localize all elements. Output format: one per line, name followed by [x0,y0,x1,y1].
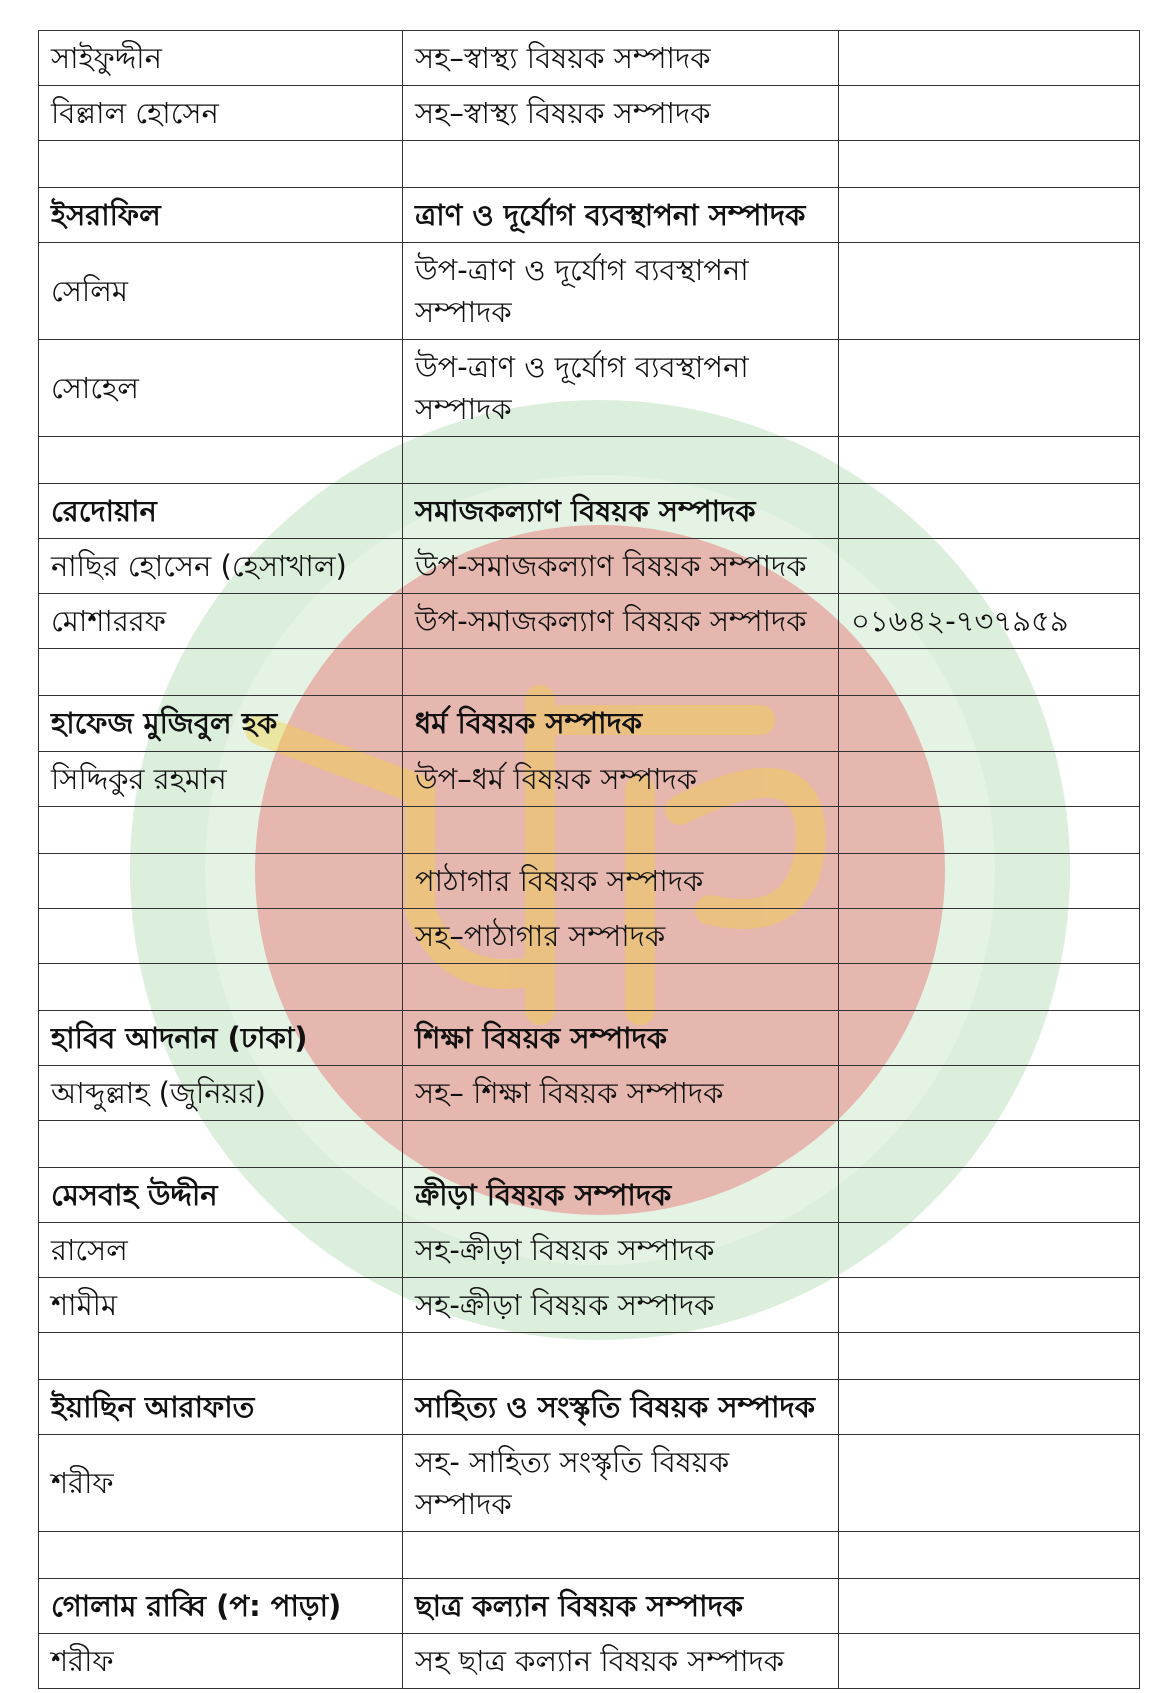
committee-roster-table [38,30,1140,1689]
member-phone [839,853,1140,908]
member-post: পাঠাগার বিষয়ক সম্পাদক [403,853,839,908]
member-post: সহ-ক্রীড়া বিষয়ক সম্পাদক [403,1277,839,1332]
member-post: সহ–স্বাস্থ্য বিষয়ক সম্পাদক [403,31,839,86]
member-post: সহ–পাঠাগার সম্পাদক [403,908,839,963]
member-phone [839,1579,1140,1634]
member-phone [839,86,1140,141]
member-name: বিল্লাল হোসেন [39,86,403,141]
member-post: সহ– শিক্ষা বিষয়ক সম্পাদক [403,1065,839,1120]
spacer-row [39,1532,1140,1579]
member-row [39,484,1140,539]
member-name: নাছির হোসেন (হেসাখাল) [39,539,403,594]
empty-cell [839,437,1140,484]
member-row [39,243,1140,340]
member-row [39,539,1140,594]
member-phone [839,908,1140,963]
member-post: সহ ছাত্র কল্যান বিষয়ক সম্পাদক [403,1634,839,1689]
member-name: সেলিম [39,243,403,340]
empty-cell [839,141,1140,188]
member-phone [839,31,1140,86]
member-post: সহ-ক্রীড়া বিষয়ক সম্পাদক [403,1222,839,1277]
empty-cell [403,1332,839,1379]
empty-cell [839,649,1140,696]
member-post: ক্রীড়া বিষয়ক সম্পাদক [403,1167,839,1222]
member-name: ইয়াছিন আরাফাত [39,1379,403,1434]
member-name: শরীফ [39,1634,403,1689]
empty-cell [403,806,839,853]
empty-cell [839,963,1140,1010]
member-name: ইসরাফিল [39,188,403,243]
member-name: মেসবাহ উদ্দীন [39,1167,403,1222]
member-name: সাইফুদ্দীন [39,31,403,86]
member-phone [839,340,1140,437]
empty-cell [39,437,403,484]
member-post: ত্রাণ ও দূর্যোগ ব্যবস্থাপনা সম্পাদক [403,188,839,243]
member-post: উপ–ধর্ম বিষয়ক সম্পাদক [403,751,839,806]
spacer-row [39,963,1140,1010]
member-name [39,908,403,963]
member-row [39,751,1140,806]
member-phone [839,1065,1140,1120]
member-row [39,1579,1140,1634]
empty-cell [39,141,403,188]
member-row [39,1277,1140,1332]
empty-cell [39,649,403,696]
member-phone [839,1277,1140,1332]
member-row [39,31,1140,86]
member-post: সহ–স্বাস্থ্য বিষয়ক সম্পাদক [403,86,839,141]
member-phone [839,751,1140,806]
member-row [39,853,1140,908]
member-phone [839,1167,1140,1222]
member-phone [839,696,1140,751]
member-name: শামীম [39,1277,403,1332]
empty-cell [839,1332,1140,1379]
member-post: উপ-ত্রাণ ও দূর্যোগ ব্যবস্থাপনা সম্পাদক [403,340,839,437]
member-post: ধর্ম বিষয়ক সম্পাদক [403,696,839,751]
member-row [39,340,1140,437]
empty-cell [39,806,403,853]
spacer-row [39,1120,1140,1167]
member-name: হাবিব আদনান (ঢাকা) [39,1010,403,1065]
member-post: সাহিত্য ও সংস্কৃতি বিষয়ক সম্পাদক [403,1379,839,1434]
member-row [39,1434,1140,1531]
member-post: সহ- সাহিত্য সংস্কৃতি বিষয়ক সম্পাদক [403,1434,839,1531]
member-name: মোশাররফ [39,594,403,649]
empty-cell [839,806,1140,853]
member-row [39,1634,1140,1689]
member-name: শরীফ [39,1434,403,1531]
empty-cell [39,1532,403,1579]
member-phone [839,1434,1140,1531]
member-row [39,1167,1140,1222]
member-post: সমাজকল্যাণ বিষয়ক সম্পাদক [403,484,839,539]
member-row [39,908,1140,963]
member-row [39,1379,1140,1434]
committee-table-container [38,30,1140,1689]
spacer-row [39,649,1140,696]
member-phone [839,1010,1140,1065]
member-row [39,1065,1140,1120]
spacer-row [39,437,1140,484]
member-row [39,696,1140,751]
member-name: আব্দুল্লাহ (জুনিয়র) [39,1065,403,1120]
spacer-row [39,141,1140,188]
member-phone [839,243,1140,340]
empty-cell [403,437,839,484]
empty-cell [403,141,839,188]
member-name: হাফেজ মুজিবুল হক [39,696,403,751]
empty-cell [839,1120,1140,1167]
member-row [39,594,1140,649]
member-post: উপ-সমাজকল্যাণ বিষয়ক সম্পাদক [403,539,839,594]
member-post: শিক্ষা বিষয়ক সম্পাদক [403,1010,839,1065]
spacer-row [39,1332,1140,1379]
member-phone [839,1379,1140,1434]
member-phone: ০১৬৪২-৭৩৭৯৫৯ [839,594,1140,649]
member-name [39,853,403,908]
empty-cell [39,1332,403,1379]
spacer-row [39,806,1140,853]
member-name: গোলাম রাব্বি (প: পাড়া) [39,1579,403,1634]
empty-cell [403,1532,839,1579]
member-post: উপ-সমাজকল্যাণ বিষয়ক সম্পাদক [403,594,839,649]
member-phone [839,188,1140,243]
member-name: সোহেল [39,340,403,437]
member-phone [839,1634,1140,1689]
member-phone [839,1222,1140,1277]
member-row [39,188,1140,243]
member-post: উপ-ত্রাণ ও দূর্যোগ ব্যবস্থাপনা সম্পাদক [403,243,839,340]
member-name: রাসেল [39,1222,403,1277]
empty-cell [403,1120,839,1167]
member-row [39,1010,1140,1065]
member-row [39,86,1140,141]
member-phone [839,539,1140,594]
member-name: সিদ্দিকুর রহমান [39,751,403,806]
member-row [39,1222,1140,1277]
member-name: রেদোয়ান [39,484,403,539]
empty-cell [39,1120,403,1167]
empty-cell [39,963,403,1010]
empty-cell [403,649,839,696]
member-post: ছাত্র কল্যান বিষয়ক সম্পাদক [403,1579,839,1634]
member-phone [839,484,1140,539]
empty-cell [839,1532,1140,1579]
empty-cell [403,963,839,1010]
